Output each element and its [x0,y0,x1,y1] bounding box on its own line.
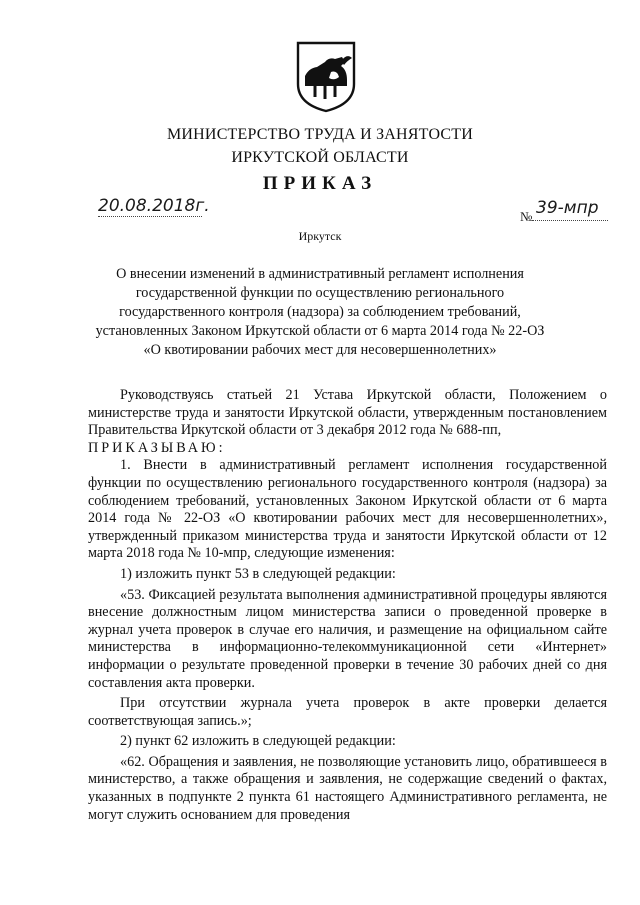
handwritten-number: 39-мпр [536,198,599,218]
order-subject: О внесении изменений в административный регламент исполнения государственной функции по осуществлению регионального государственного контроля (надзора) за соблюдением требований, установленных Законом Иркутской области от 6 марта 2014 года № 22-ОЗ «О квотировании рабочих мест для несовершеннолетних» [95,266,545,358]
date-underline [98,216,202,217]
number-prefix: № [520,209,533,224]
ministry-name-line2: ИРКУТСКОЙ ОБЛАСТИ [231,149,409,166]
ministry-name-line1: МИНИСТЕРСТВО ТРУДА И ЗАНЯТОСТИ [167,126,473,143]
irkutsk-coat-of-arms-icon [295,40,357,114]
order-verb: ПРИКАЗЫВАЮ: [88,439,226,456]
clause-53-text: «53. Фиксацией результата выполнения административной процедуры являются внесение должностным лицом министерства записи о проведенной проверке в журнал учета проверок в случае его наличия, и размещение на официальном сайте министерства в информационно-телекоммуникационной сети «Интернет» информации о результате проведенной проверки в течение 30 рабочих дней со дня составления акта проверки. [88,586,607,691]
subitem-2-paragraph: 2) пункт 62 изложить в следующей редакции: [120,733,396,750]
clause-53-note: При отсутствии журнала учета проверок в акте проверки делается соответствующая запись.»; [88,695,607,729]
document-type-title: ПРИКАЗ [262,173,378,194]
subitem-1-paragraph: 1) изложить пункт 53 в следующей редакции: [120,565,396,582]
handwritten-date: 20.08.2018г. [98,196,210,216]
order-body [88,387,607,824]
preamble-paragraph: Руководствуясь статьей 21 Устава Иркутской области, Положением о министерстве труда и занятости Иркутской области, утвержденным постановлением Правительства Иркутской области от 3 декабря 2012 года № 688-пп, [88,387,607,439]
item-1-paragraph: 1. Внести в административный регламент исполнения государственной функции по осуществлению регионального государственного контроля (надзора) за соблюдением требований, установленных Законом Иркутской области от 6 марта 2014 года № 22-ОЗ «О квотировании рабочих мест для несовершеннолетних», утвержденный приказом министерства труда и занятости Иркутской области от 12 марта 2018 года № 10-мпр, следующие изменения: [88,457,607,562]
number-underline [532,220,608,221]
city-label: Иркутск [298,229,342,243]
clause-62-text: «62. Обращения и заявления, не позволяющие установить лицо, обратившееся в министерство, а также обращения и заявления, не содержащие сведений о фактах, указанных в подпункте 2 пункта 61 настоящего Административного регламента, не могут служить основанием для проведения [88,753,607,823]
